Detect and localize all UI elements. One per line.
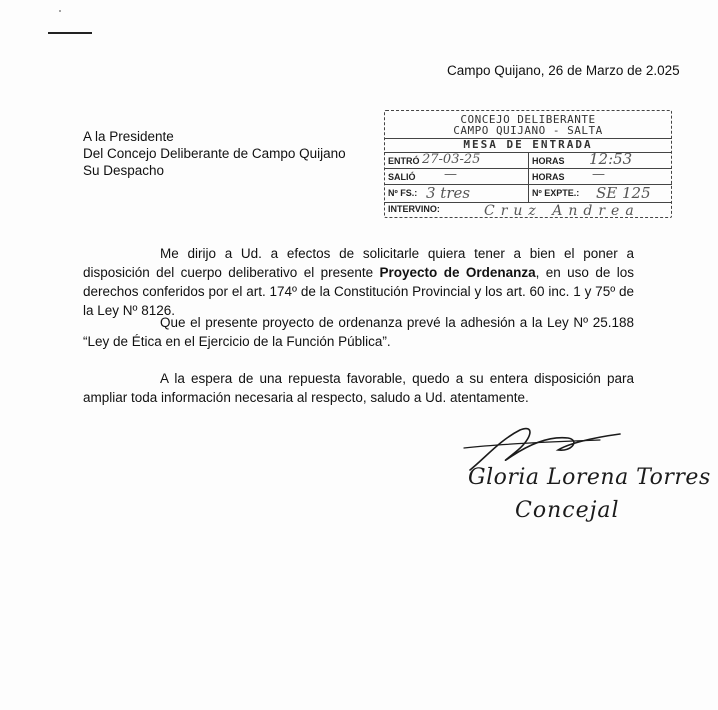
horas-label: HORAS [532, 156, 565, 166]
salio-label: SALIÓ [388, 172, 416, 182]
scan-speck [59, 10, 61, 12]
stamp-title-3: MESA DE ENTRADA [463, 138, 593, 151]
paragraph-3-text: A la espera de una repuesta favorable, quedo a su entera disposición para ampliar toda información necesaria al respecto, saludo a Ud. atentamente. [83, 371, 634, 405]
signature-name: Gloria Lorena Torres [468, 465, 711, 490]
addressee-line-1: A la Presidente [83, 129, 174, 144]
fs-value: 3 tres [426, 184, 471, 202]
intervino-value: Cruz Andrea [484, 203, 640, 219]
paragraph-1-tail: , en uso de los derechos conferidos por el art. 174º de la Constitución Provincial y los art. 60 inc. 1 y 75º de la Ley Nº 8126. [83, 265, 634, 318]
paragraph-1-text: Me dirijo a Ud. a efectos de solicitarle quiera tener a bien el poner a disposición del cuerpo deliberativo el presente [83, 246, 634, 280]
entro-value: 27-03-25 [422, 152, 481, 167]
signature-title: Concejal [515, 498, 620, 523]
horas-value: 12:53 [589, 150, 633, 168]
stamp-title-2: CAMPO QUIJANO - SALTA [453, 124, 603, 137]
stamp-title-1: CONCEJO DELIBERANTE [460, 113, 596, 126]
expte-label: Nº EXPTE.: [532, 188, 580, 198]
entro-label: ENTRÓ [388, 156, 420, 166]
fs-label: Nº FS.: [388, 188, 418, 198]
horas2-label: HORAS [532, 172, 565, 182]
stamp-divider [528, 152, 529, 202]
paragraph-2-text: Que el presente proyecto de ordenanza prevé la adhesión a la Ley Nº 25.188 “Ley de Ética en el Ejercicio de la Función Pública”. [83, 315, 634, 349]
paragraph-1 [83, 244, 634, 320]
horas2-value: — [592, 167, 605, 182]
salio-value: — [444, 167, 457, 182]
paragraph-2 [83, 313, 634, 351]
intervino-label: INTERVINO: [388, 204, 440, 214]
addressee-line-3: Su Despacho [83, 163, 165, 178]
paragraph-1-bold: Proyecto de Ordenanza [379, 265, 536, 280]
addressee-line-2: Del Concejo Deliberante de Campo Quijano [83, 146, 346, 161]
date-line: Campo Quijano, 26 de Marzo de 2.025 [447, 63, 680, 78]
reception-stamp [384, 110, 672, 218]
expte-value: SE 125 [596, 184, 651, 202]
addressee-block [83, 128, 346, 179]
paragraph-3 [83, 369, 634, 407]
margin-dash-mark [48, 32, 92, 34]
